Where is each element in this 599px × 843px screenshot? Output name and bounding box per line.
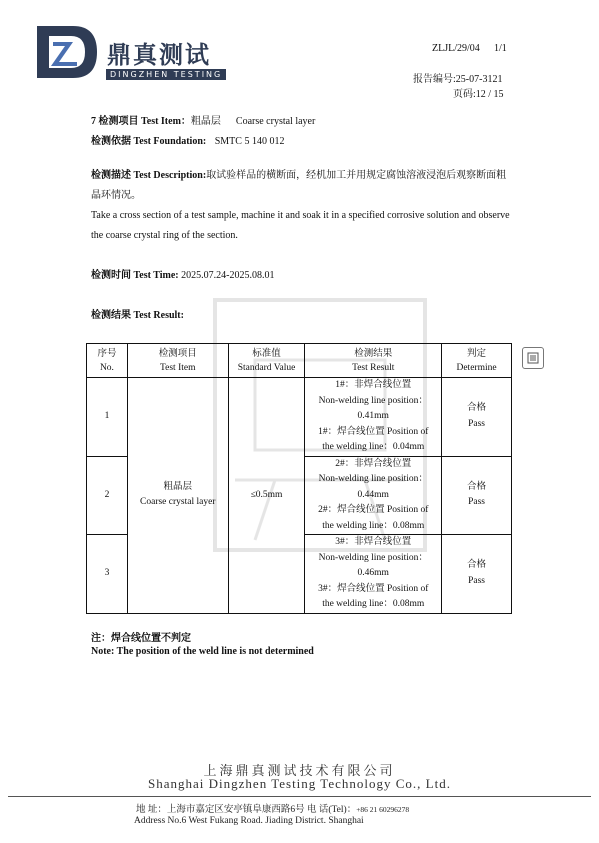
test-result-cell: 1#：非焊合线位置 Non-welding line position： 0.41mm 1#：焊合线位置 Position of the welding line：0.04mm	[305, 378, 442, 457]
test-description-label: 检测描述 Test Description:	[91, 170, 207, 181]
test-time-value: 2025.07.24-2025.08.01	[181, 270, 275, 281]
standard-value-cell: ≤0.5mm	[228, 378, 305, 614]
footer-address-cn: 地 址：上海市嘉定区安亭镇阜康西路6号 电 话(Tel)：+86 21 60296278	[136, 805, 410, 815]
document-id: ZLJL/29/04	[432, 43, 480, 54]
logo-english-name: DINGZHEN TESTING	[106, 69, 226, 80]
test-description-en: Take a cross section of a test sample, machine it and soak it in a specified corrosive solution and observe the coarse crystal ring of the section.	[91, 210, 510, 241]
footer-address-en: Address No.6 West Fukang Road. Jiading District. Shanghai	[134, 816, 364, 826]
document-revision: 1/1	[494, 43, 507, 54]
test-item-cell: 粗晶层 Coarse crystal layer	[127, 378, 228, 614]
page-number: 页码:12 / 15	[453, 89, 504, 100]
table-row	[87, 378, 512, 457]
report-number: 报告编号:25-07-3121	[413, 74, 503, 85]
determine-cell: 合格 Pass	[442, 378, 512, 457]
test-result-label: 检测结果 Test Result:	[91, 310, 184, 321]
determine-cell: 合格 Pass	[442, 456, 512, 535]
row-no: 3	[87, 535, 128, 614]
test-time-line	[91, 269, 274, 283]
footer-phone: +86 21 60296278	[356, 805, 410, 814]
determine-cell: 合格 Pass	[442, 535, 512, 614]
header-no: 序号 No.	[87, 344, 128, 378]
company-logo	[33, 22, 101, 82]
test-foundation-value: SMTC 5 140 012	[214, 136, 285, 147]
test-description	[91, 166, 511, 246]
row-no: 2	[87, 456, 128, 535]
note-cn: 注：焊合线位置不判定	[91, 633, 191, 644]
logo-chinese-name: 鼎真测试	[107, 40, 211, 69]
footer-divider	[8, 796, 591, 797]
test-item-label: 7 检测项目 Test Item：	[91, 116, 191, 127]
test-foundation-label: 检测依据 Test Foundation:	[91, 136, 207, 147]
test-result-table	[86, 343, 512, 614]
test-item-value: 粗晶层 Coarse crystal layer	[190, 116, 316, 127]
table-header-row	[87, 344, 512, 378]
test-time-label: 检测时间 Test Time:	[91, 270, 179, 281]
test-description-cn: 取试验样品的横断面，经机加工并用规定腐蚀溶液浸泡后观察断面粗晶环情况。	[91, 170, 507, 201]
row-no: 1	[87, 378, 128, 457]
header-test-item: 检测项目 Test Item	[127, 344, 228, 378]
qr-scan-icon[interactable]	[522, 347, 544, 369]
test-item-line	[91, 115, 315, 129]
footer-company-en: Shanghai Dingzhen Testing Technology Co., Ltd.	[148, 776, 451, 791]
header-test-result: 检测结果 Test Result	[305, 344, 442, 378]
note-en: Note: The position of the weld line is not determined	[91, 646, 314, 657]
footer-company-cn: 上海鼎真测试技术有限公司	[203, 763, 396, 778]
header-standard-value: 标准值 Standard Value	[228, 344, 305, 378]
test-result-cell: 3#：非焊合线位置 Non-welding line position： 0.46mm 3#：焊合线位置 Position of the welding line：0.08mm	[305, 535, 442, 614]
test-foundation-line	[91, 135, 284, 149]
test-result-cell: 2#：非焊合线位置 Non-welding line position： 0.44mm 2#：焊合线位置 Position of the welding line：0.08mm	[305, 456, 442, 535]
header-determine: 判定 Determine	[442, 344, 512, 378]
